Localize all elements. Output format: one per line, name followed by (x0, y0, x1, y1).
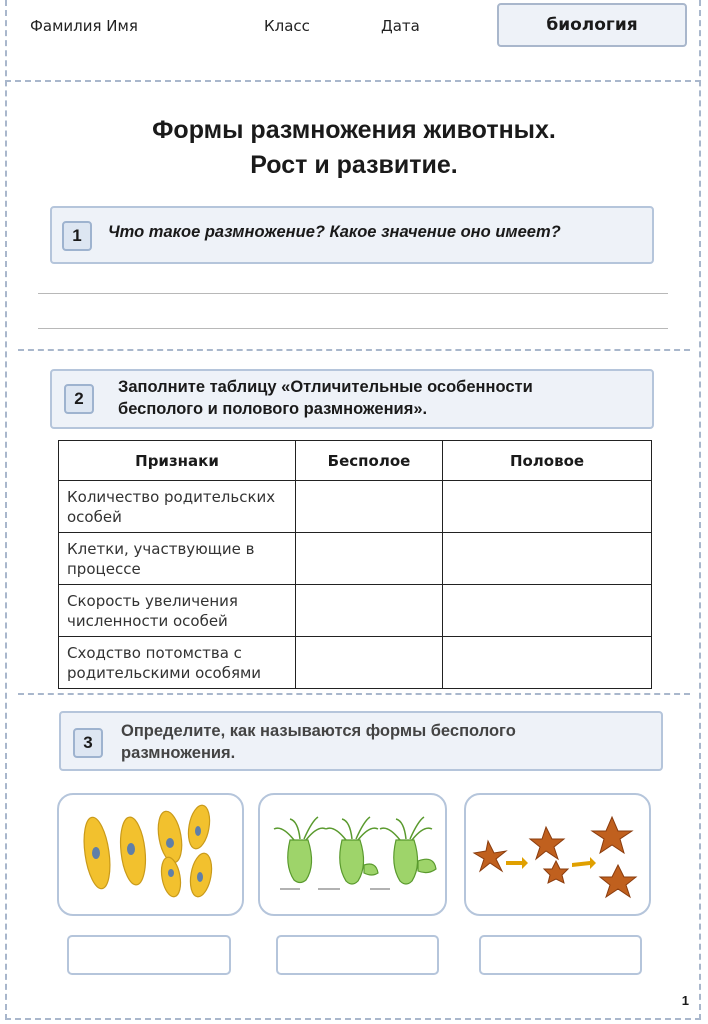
table-cell-feature: Количество родительских особей (59, 481, 296, 533)
table-cell-sexual[interactable] (443, 637, 652, 689)
table-cell-sexual[interactable] (443, 585, 652, 637)
table-cell-sexual[interactable] (443, 481, 652, 533)
starfish-icon (466, 795, 649, 914)
task-2-box (50, 369, 654, 429)
table-cell-asexual[interactable] (296, 585, 443, 637)
section-divider-2 (18, 693, 690, 695)
task-3-number: 3 (73, 728, 103, 758)
task-2-line-1: Заполните таблицу «Отличительные особенности (118, 378, 533, 396)
task-2-number: 2 (64, 384, 94, 414)
page-title-line-1: Формы размножения животных. (152, 116, 556, 144)
paramecium-icon (59, 795, 242, 914)
table-cell-asexual[interactable] (296, 481, 443, 533)
task-1-number: 1 (62, 221, 92, 251)
table-row (59, 637, 652, 689)
task-2-line-2: бесполого и полового размножения». (118, 400, 428, 418)
task-3-box (59, 711, 663, 771)
table-cell-sexual[interactable] (443, 533, 652, 585)
starfish-regeneration-illustration (464, 793, 651, 916)
table-cell-asexual[interactable] (296, 533, 443, 585)
hydra-icon (260, 795, 445, 914)
page-number: 1 (681, 993, 689, 1008)
answer-box-3[interactable] (479, 935, 642, 975)
name-label: Фамилия Имя (30, 17, 138, 35)
table-header-cell: Признаки (59, 441, 296, 481)
comparison-table (58, 440, 652, 689)
subject-badge: биология (497, 3, 687, 47)
paramecium-division-illustration (57, 793, 244, 916)
header-divider (5, 80, 701, 82)
table-cell-feature: Сходство потомства с родительскими особями (59, 637, 296, 689)
table-cell-feature: Клетки, участвующие в процессе (59, 533, 296, 585)
table-row (59, 481, 652, 533)
answer-box-2[interactable] (276, 935, 439, 975)
section-divider-1 (18, 349, 690, 351)
page-border-bottom (5, 1018, 701, 1020)
table-row (59, 533, 652, 585)
date-label: Дата (381, 17, 420, 35)
table-row (59, 585, 652, 637)
table-header-cell: Бесполое (296, 441, 443, 481)
task-3-line-2: размножения. (121, 744, 236, 762)
table-header-row (59, 441, 652, 481)
task-1-question: Что такое размножение? Какое значение оно имеет? (108, 223, 561, 241)
answer-box-1[interactable] (67, 935, 231, 975)
page-title-line-2: Рост и развитие. (250, 151, 458, 179)
class-label: Класс (264, 17, 310, 35)
answer-line-2[interactable] (38, 328, 668, 329)
hydra-budding-illustration (258, 793, 447, 916)
answer-line-1[interactable] (38, 293, 668, 294)
task-3-line-1: Определите, как называются формы бесполого (121, 722, 516, 740)
task-1-box (50, 206, 654, 264)
table-cell-feature: Скорость увеличения численности особей (59, 585, 296, 637)
table-header-cell: Половое (443, 441, 652, 481)
table-cell-asexual[interactable] (296, 637, 443, 689)
